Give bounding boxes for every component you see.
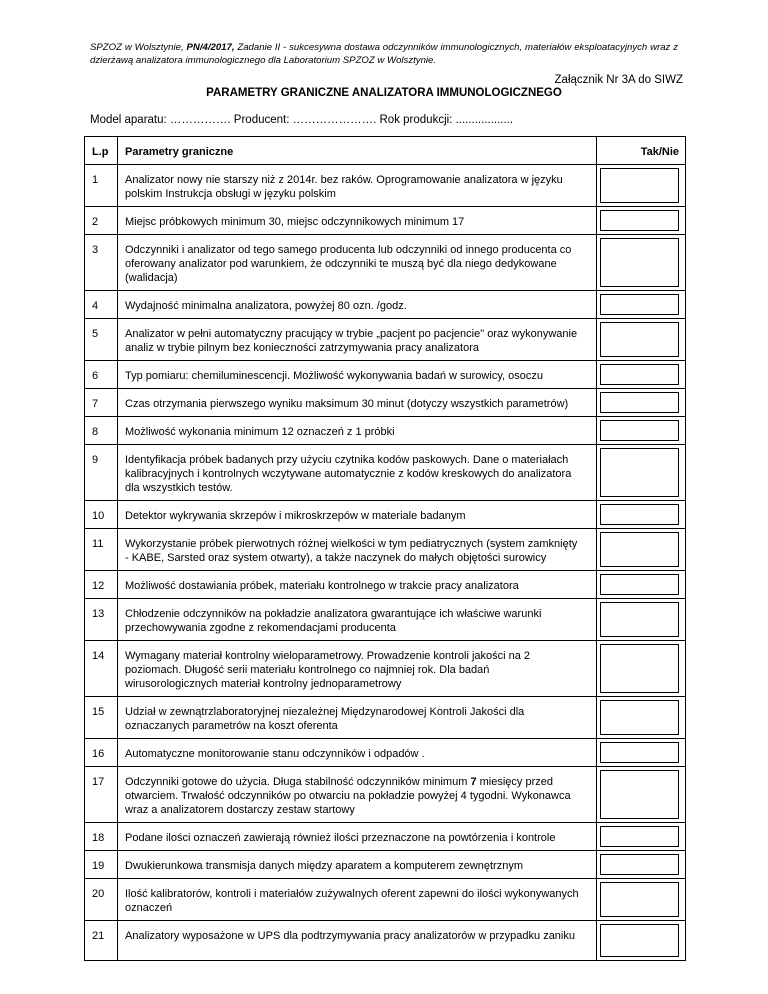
row-number: 18	[85, 823, 118, 851]
row-number: 12	[85, 571, 118, 599]
parameter-text: Typ pomiaru: chemiluminescencji. Możliwość wykonywania badań w surowicy, osoczu	[118, 361, 597, 389]
table-body	[85, 165, 686, 961]
answer-cell[interactable]	[597, 739, 686, 767]
document-header	[90, 41, 678, 67]
parameter-text: Udział w zewnątrzlaboratoryjnej niezależnej Międzynarodowej Kontroli Jakości dla oznaczanych parametrów na koszt oferenta	[118, 697, 597, 739]
answer-field[interactable]	[600, 602, 679, 637]
header-text-before: SPZOZ w Wolsztynie,	[90, 42, 187, 53]
parameter-text: Wykorzystanie próbek pierwotnych różnej wielkości w tym pediatrycznych (system zamknięty - KABE, Sarsted oraz system otwarty), a także naczynek do małych objętości surowicy	[118, 529, 597, 571]
answer-cell[interactable]	[597, 389, 686, 417]
table-row	[85, 417, 686, 445]
row-number: 21	[85, 921, 118, 961]
row-number: 6	[85, 361, 118, 389]
answer-field[interactable]	[600, 644, 679, 693]
table-row	[85, 823, 686, 851]
table-row	[85, 599, 686, 641]
row-number: 20	[85, 879, 118, 921]
row-number: 10	[85, 501, 118, 529]
answer-cell[interactable]	[597, 823, 686, 851]
row-number: 9	[85, 445, 118, 501]
row-number: 8	[85, 417, 118, 445]
header-parameters: Parametry graniczne	[118, 137, 597, 165]
answer-field[interactable]	[600, 924, 679, 957]
parameter-text: Detektor wykrywania skrzepów i mikroskrzepów w materiale badanym	[118, 501, 597, 529]
table-row	[85, 879, 686, 921]
answer-cell[interactable]	[597, 641, 686, 697]
parameter-text: Dwukierunkowa transmisja danych między aparatem a komputerem zewnętrznym	[118, 851, 597, 879]
table-row	[85, 529, 686, 571]
answer-cell[interactable]	[597, 529, 686, 571]
table-row	[85, 207, 686, 235]
answer-field[interactable]	[600, 448, 679, 497]
table-row	[85, 291, 686, 319]
header-lp: L.p	[85, 137, 118, 165]
row-number: 7	[85, 389, 118, 417]
answer-field[interactable]	[600, 742, 679, 763]
answer-cell[interactable]	[597, 165, 686, 207]
row-number: 19	[85, 851, 118, 879]
row-number: 16	[85, 739, 118, 767]
row-number: 11	[85, 529, 118, 571]
answer-field[interactable]	[600, 532, 679, 567]
page-title: PARAMETRY GRANICZNE ANALIZATORA IMMUNOLOGICZNEGO	[206, 87, 562, 99]
parameter-text: Analizator nowy nie starszy niż z 2014r. bez raków. Oprogramowanie analizatora w języku polskim Instrukcja obsługi w języku polskim	[118, 165, 597, 207]
answer-field[interactable]	[600, 854, 679, 875]
model-line: Model aparatu: ……………. Producent: …………………. Rok produkcji: ..................	[90, 114, 514, 126]
answer-field[interactable]	[600, 574, 679, 595]
parameter-text: Miejsc próbkowych minimum 30, miejsc odczynnikowych minimum 17	[118, 207, 597, 235]
table-row	[85, 235, 686, 291]
table-row	[85, 389, 686, 417]
answer-field[interactable]	[600, 210, 679, 231]
answer-field[interactable]	[600, 168, 679, 203]
table-row	[85, 921, 686, 961]
parameter-text: Wymagany materiał kontrolny wieloparametrowy. Prowadzenie kontroli jakości na 2 poziomach. Długość serii materiału kontrolnego co najmniej rok. Dla badań wirusorologicznych materiał kontrolny jednoparametrowy	[118, 641, 597, 697]
parameter-text-bold: 7	[470, 776, 477, 788]
row-number: 5	[85, 319, 118, 361]
row-number: 3	[85, 235, 118, 291]
parameter-text-part: miesięcy przed otwarciem. Trwałość odczynników po otwarciu na pokładzie powyżej 4 tygodni. Wykonawca wraz a analizatorem dostarczy zestaw startowy	[125, 776, 571, 816]
parameter-text: Ilość kalibratorów, kontroli i materiałów zużywalnych oferent zapewni do ilości wykonywanych oznaczeń	[118, 879, 597, 921]
table-row	[85, 697, 686, 739]
parameter-text: Odczynniki i analizator od tego samego producenta lub odczynniki od innego producenta co oferowany analizator pod warunkiem, że odczynniki te muszą być dla niego dedykowane (walidacja)	[118, 235, 597, 291]
header-text-after: Zadanie II - sukcesywna dostawa odczynników immunologicznych, materiałów eksploatacyjnych wraz z dzierżawą analizatora immunologicznego dla Laboratorium SPZOZ w Wolsztynie.	[90, 42, 678, 66]
table-row	[85, 165, 686, 207]
parameter-text: Możliwość dostawiania próbek, materiału kontrolnego w trakcie pracy analizatora	[118, 571, 597, 599]
table-row	[85, 445, 686, 501]
answer-cell[interactable]	[597, 319, 686, 361]
row-number: 14	[85, 641, 118, 697]
row-number: 2	[85, 207, 118, 235]
table-row	[85, 767, 686, 823]
parameter-text: Identyfikacja próbek badanych przy użyciu czytnika kodów paskowych. Dane o materiałach kalibracyjnych i kontrolnych wczytywane automatycznie z kodów kreskowych do analizatora dla wszystkich testów.	[118, 445, 597, 501]
answer-cell[interactable]	[597, 291, 686, 319]
parameter-text: Podane ilości oznaczeń zawierają również ilości przeznaczone na powtórzenia i kontrole	[118, 823, 597, 851]
answer-cell[interactable]	[597, 697, 686, 739]
parameter-text: Czas otrzymania pierwszego wyniku maksimum 30 minut (dotyczy wszystkich parametrów)	[118, 389, 597, 417]
table-row	[85, 851, 686, 879]
table-row	[85, 641, 686, 697]
answer-cell[interactable]	[597, 361, 686, 389]
table-row	[85, 571, 686, 599]
parameter-text: Chłodzenie odczynników na pokładzie analizatora gwarantujące ich właściwe warunki przechowywania zgodne z rekomendacjami producenta	[118, 599, 597, 641]
answer-cell[interactable]	[597, 571, 686, 599]
answer-field[interactable]	[600, 364, 679, 385]
parameter-text: Automatyczne monitorowanie stanu odczynników i odpadów .	[118, 739, 597, 767]
answer-cell[interactable]	[597, 599, 686, 641]
row-number: 4	[85, 291, 118, 319]
row-number: 15	[85, 697, 118, 739]
parameter-text: Możliwość wykonania minimum 12 oznaczeń z 1 próbki	[118, 417, 597, 445]
answer-cell[interactable]	[597, 879, 686, 921]
answer-field[interactable]	[600, 294, 679, 315]
answer-cell[interactable]	[597, 501, 686, 529]
header-tak-nie: Tak/Nie	[597, 137, 686, 165]
answer-cell[interactable]	[597, 445, 686, 501]
answer-cell[interactable]	[597, 851, 686, 879]
table-row	[85, 739, 686, 767]
table-row	[85, 319, 686, 361]
answer-cell[interactable]	[597, 921, 686, 961]
parameter-text: Analizator w pełni automatyczny pracujący w trybie „pacjent po pacjencie" oraz wykonywanie analiz w trybie pilnym bez konieczności zatrzymywania pracy analizatora	[118, 319, 597, 361]
answer-cell[interactable]	[597, 767, 686, 823]
answer-cell[interactable]	[597, 207, 686, 235]
parameter-text	[118, 767, 597, 823]
row-number: 17	[85, 767, 118, 823]
table-header-row	[85, 137, 686, 165]
parameter-text: Wydajność minimalna analizatora, powyżej 80 ozn. /godz.	[118, 291, 597, 319]
table-row	[85, 501, 686, 529]
table-row	[85, 361, 686, 389]
answer-field[interactable]	[600, 238, 679, 287]
answer-field[interactable]	[600, 504, 679, 525]
answer-field[interactable]	[600, 770, 679, 819]
header-reference: PN/4/2017,	[186, 42, 235, 53]
annex-label: Załącznik Nr 3A do SIWZ	[554, 74, 683, 86]
answer-field[interactable]	[600, 420, 679, 441]
answer-cell[interactable]	[597, 235, 686, 291]
row-number: 13	[85, 599, 118, 641]
answer-cell[interactable]	[597, 417, 686, 445]
parameter-text: Analizatory wyposażone w UPS dla podtrzymywania pracy analizatorów w przypadku zaniku	[118, 921, 597, 961]
answer-field[interactable]	[600, 322, 679, 357]
answer-field[interactable]	[600, 882, 679, 917]
answer-field[interactable]	[600, 700, 679, 735]
answer-field[interactable]	[600, 826, 679, 847]
answer-field[interactable]	[600, 392, 679, 413]
row-number: 1	[85, 165, 118, 207]
parameter-text-part: Odczynniki gotowe do użycia. Długa stabilność odczynników minimum	[125, 776, 471, 788]
parameters-table	[84, 136, 686, 961]
